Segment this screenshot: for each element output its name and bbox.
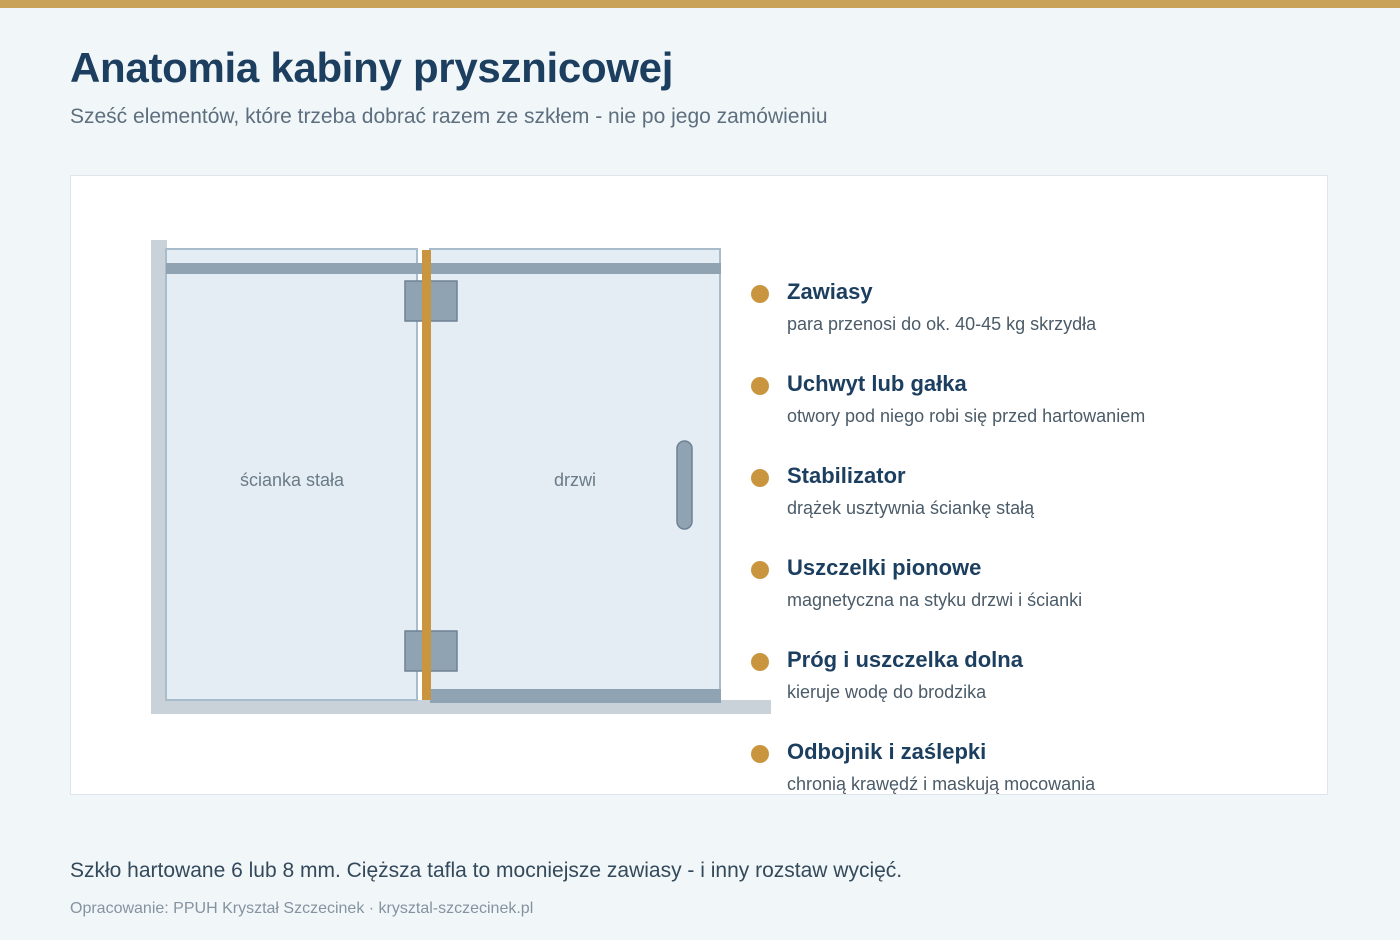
- legend-item-title: Uszczelki pionowe: [787, 555, 982, 580]
- legend-item-desc: drążek usztywnia ściankę stałą: [787, 498, 1035, 518]
- legend-item-title: Stabilizator: [787, 463, 906, 488]
- page-subtitle: Sześć elementów, które trzeba dobrać razem ze szkłem - nie po jego zamówieniu: [70, 105, 828, 128]
- bullet-dot-icon: [751, 469, 769, 487]
- stabilizer-bar: [166, 263, 721, 274]
- legend-item-desc: magnetyczna na styku drzwi i ścianki: [787, 590, 1083, 610]
- legend-item-title: Odbojnik i zaślepki: [787, 739, 987, 764]
- top-accent-bar: [0, 0, 1400, 8]
- legend-item-desc: para przenosi do ok. 40-45 kg skrzydła: [787, 314, 1097, 334]
- bullet-dot-icon: [751, 653, 769, 671]
- fixed-panel-label: ścianka stała: [239, 470, 345, 490]
- legend-item-desc: kieruje wodę do brodzika: [787, 682, 987, 702]
- legend-item-title: Próg i uszczelka dolna: [787, 647, 1023, 672]
- legend-item-desc: chronią krawędź i maskują mocowania: [787, 774, 1096, 794]
- glass-note: Szkło hartowane 6 lub 8 mm. Cięższa tafla to mocniejsze zawiasy - i inny rozstaw wycięć.: [70, 859, 903, 882]
- bullet-dot-icon: [751, 377, 769, 395]
- threshold: [430, 689, 721, 703]
- legend-item-desc: otwory pod niego robi się przed hartowaniem: [787, 406, 1146, 426]
- page-title: Anatomia kabiny prysznicowej: [70, 44, 674, 91]
- bullet-dot-icon: [751, 745, 769, 763]
- legend-item-title: Zawiasy: [787, 279, 873, 304]
- source-credit: Opracowanie: PPUH Kryształ Szczecinek · krysztal-szczecinek.pl: [70, 900, 534, 917]
- vertical-seal: [422, 250, 431, 700]
- door-label: drzwi: [553, 470, 597, 490]
- diagram-card: [70, 175, 1328, 795]
- door-handle: [677, 441, 692, 529]
- bullet-dot-icon: [751, 561, 769, 579]
- bullet-dot-icon: [751, 285, 769, 303]
- legend-item-title: Uchwyt lub gałka: [787, 371, 967, 396]
- wall: [151, 240, 167, 714]
- shower-cabin-diagram: [71, 176, 791, 736]
